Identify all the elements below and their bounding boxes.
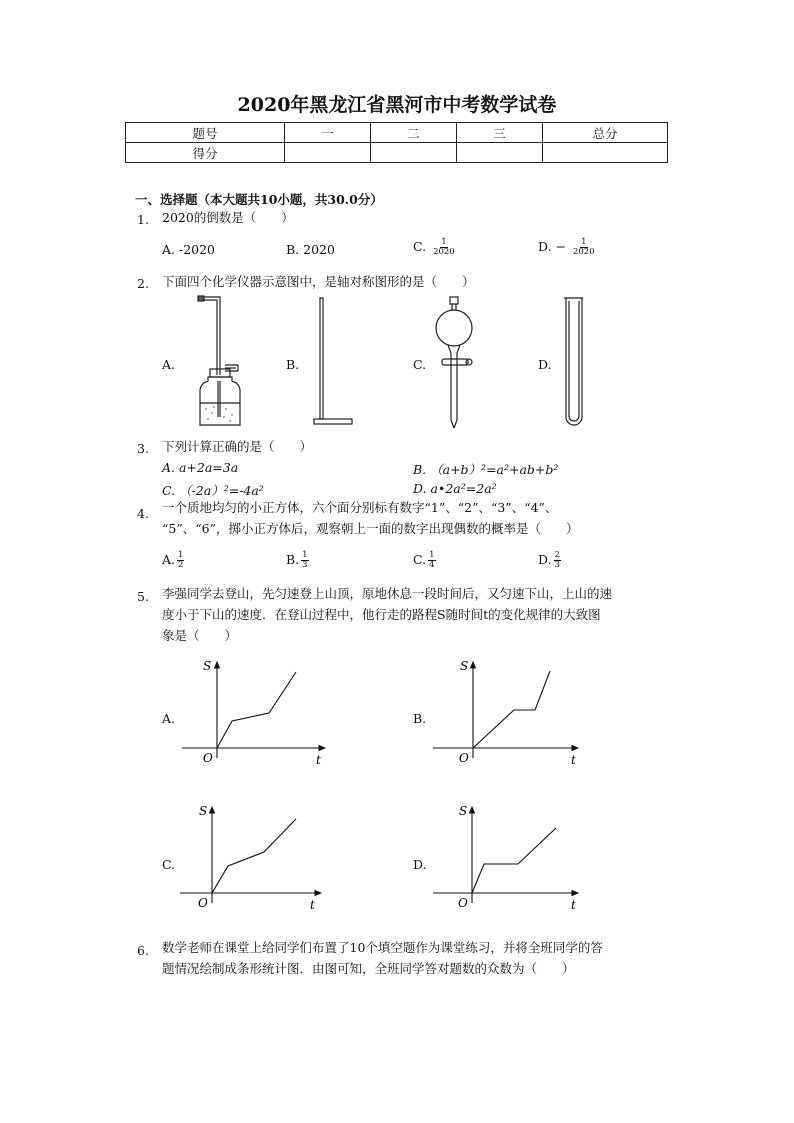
iron-stand-image (305, 295, 355, 430)
gas-washing-bottle-image (180, 295, 250, 435)
question-text: 2020的倒数是（ ） (162, 210, 294, 225)
x-axis-label: t (571, 753, 576, 767)
question-text-line: 数学老师在课堂上给同学们布置了10个填空题作为课堂练习，并将全班同学的答 (162, 940, 603, 955)
option-d (538, 551, 561, 570)
option-d: D. (413, 857, 427, 872)
question-text-line: 度小于下山的速度．在登山过程中，他行走的路程S随时间t的变化规律的大致图 (162, 607, 601, 622)
graph-c-line (212, 819, 296, 893)
graph-d (428, 797, 588, 917)
option-a: A. -2020 (162, 242, 216, 257)
origin-label: O (198, 896, 208, 910)
score-table-score-row (126, 143, 668, 163)
option-c (413, 551, 436, 570)
y-axis-label: S (459, 804, 468, 818)
graph-c (175, 797, 335, 917)
graph-a (175, 652, 335, 772)
question-text-line: 象是（ ） (162, 628, 238, 643)
score-cell (371, 143, 457, 163)
y-axis-label: S (460, 659, 469, 673)
score-cell (543, 143, 668, 163)
numerator: 1 (178, 550, 184, 560)
denominator: 3 (302, 560, 308, 570)
graph-b-line (473, 671, 550, 748)
origin-label: O (458, 896, 468, 910)
denominator: 2 (178, 560, 184, 570)
test-tube-image (560, 295, 590, 433)
origin-label: O (459, 751, 469, 765)
score-table (125, 122, 668, 163)
numerator: 1 (581, 237, 587, 247)
option-label: A. (162, 552, 176, 567)
question-text: 下面四个化学仪器示意图中，是轴对称图形的是（ ） (162, 274, 475, 289)
header-cell-1: 一 (285, 123, 371, 143)
fraction (432, 238, 456, 257)
option-a: A. a+2a=3a (162, 460, 239, 475)
question-number: 3. (137, 441, 149, 456)
fraction (301, 551, 308, 570)
question-number: 2. (137, 276, 149, 291)
question-text: 下列计算正确的是（ ） (162, 439, 313, 454)
option-label: B. (286, 552, 300, 567)
graph-b (428, 652, 588, 772)
question-text-line: 一个质地均匀的小正方体，六个面分别标有数字“1”、“2”、“3”、“4”、 (162, 500, 558, 515)
y-axis-label: S (203, 659, 212, 673)
option-label: D. (538, 552, 552, 567)
section-heading: 一、选择题（本大题共10小题，共30.0分） (135, 192, 383, 207)
fraction (572, 238, 596, 257)
numerator: 1 (441, 237, 447, 247)
option-label: C. (413, 552, 427, 567)
option-b: B. （a+b）²=a²+ab+b² (413, 462, 559, 477)
option-a (162, 551, 184, 570)
numerator: 1 (302, 550, 308, 560)
graph-a-line (217, 672, 296, 748)
question-number: 1. (137, 212, 149, 227)
option-label: C. (413, 239, 427, 254)
question-number: 4. (137, 506, 149, 521)
option-c (413, 238, 456, 257)
denominator: 2020 (433, 247, 455, 257)
separatory-funnel-image (428, 295, 483, 435)
option-d: D. a•2a²=2a² (413, 481, 497, 496)
question-text-line: “5”、“6”，掷小正方体后，观察朝上一面的数字出现偶数的概率是（ ） (162, 521, 579, 536)
page-title: 2020年黑龙江省黑河市中考数学试卷 (237, 94, 557, 116)
score-row-label: 得分 (126, 143, 285, 163)
option-d (538, 238, 596, 257)
score-cell (457, 143, 543, 163)
y-axis-label: S (199, 804, 208, 818)
denominator: 3 (554, 560, 560, 570)
option-a: A. (162, 711, 176, 726)
option-b: B. (286, 357, 300, 372)
origin-label: O (203, 751, 213, 765)
fraction (428, 551, 435, 570)
graph-d-line (472, 828, 556, 893)
score-cell (285, 143, 371, 163)
x-axis-label: t (571, 898, 576, 912)
fraction (177, 551, 184, 570)
score-table-header-row (126, 123, 668, 143)
option-c: C. (162, 857, 176, 872)
x-axis-label: t (316, 753, 321, 767)
numerator: 2 (554, 550, 560, 560)
option-b: B. (413, 711, 427, 726)
x-axis-label: t (310, 898, 315, 912)
numerator: 1 (429, 550, 435, 560)
option-label: D. − (538, 239, 566, 254)
header-cell-3: 三 (457, 123, 543, 143)
header-cell-2: 二 (371, 123, 457, 143)
option-c: C. （-2a）²=-4a² (162, 483, 264, 498)
option-a: A. (162, 357, 176, 372)
option-d: D. (538, 357, 552, 372)
header-cell-total: 总分 (543, 123, 668, 143)
question-number: 5. (137, 589, 149, 604)
option-b (286, 551, 309, 570)
question-text-line: 题情况绘制成条形统计图．由图可知，全班同学答对题数的众数为（ ） (162, 961, 575, 976)
option-b: B. 2020 (286, 242, 335, 257)
header-cell-qnum: 题号 (126, 123, 285, 143)
denominator: 2020 (572, 247, 595, 257)
option-c: C. (413, 357, 427, 372)
fraction (554, 551, 561, 570)
denominator: 4 (429, 560, 435, 570)
question-number: 6. (137, 943, 149, 958)
question-text-line: 李强同学去登山，先匀速登上山顶，原地休息一段时间后，又匀速下山，上山的速 (162, 586, 613, 601)
